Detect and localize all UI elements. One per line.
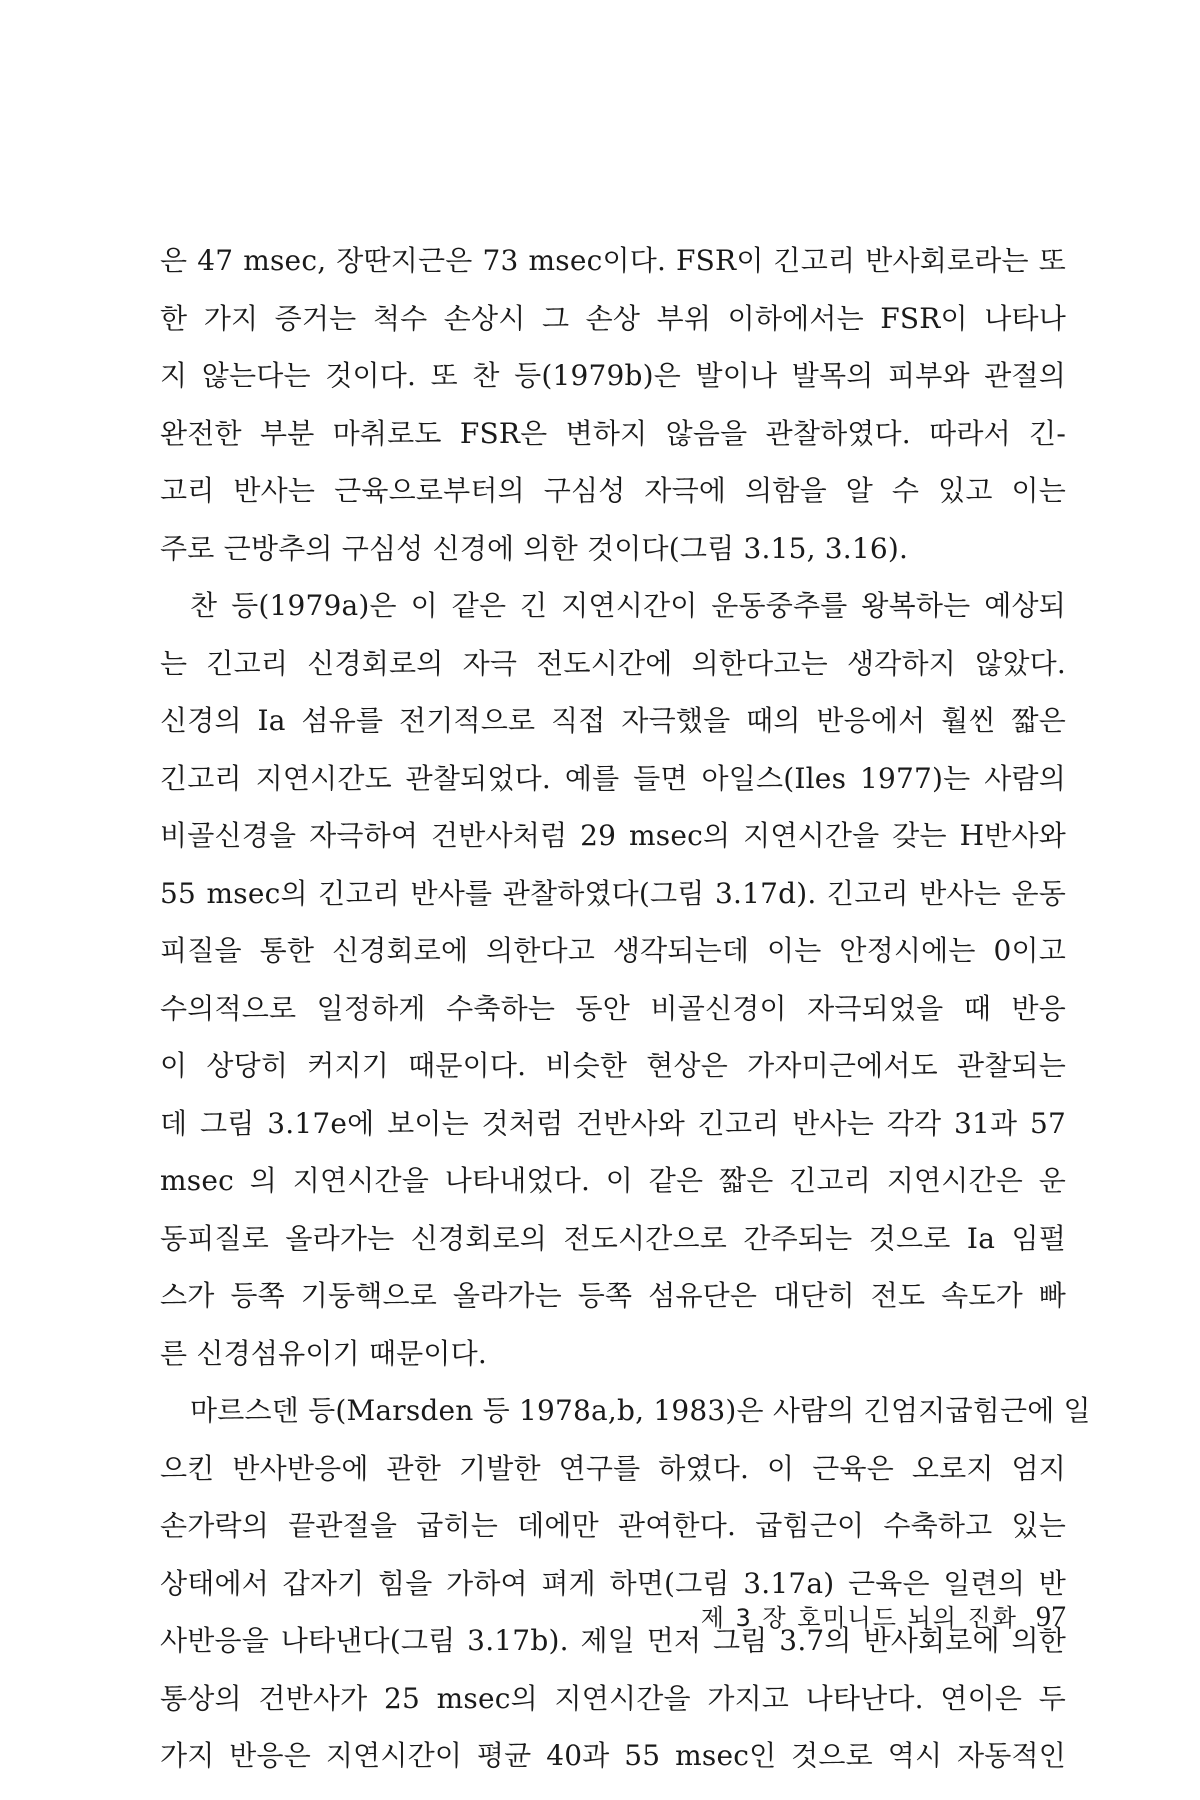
text-line: 찬 등(1979a)은 이 같은 긴 지연시간이 운동중추를 왕복하는 예상되 [190, 589, 1066, 622]
text-line: 긴고리 지연시간도 관찰되었다. 예를 들면 아일스(Iles 1977)는 사람의 [160, 761, 1066, 795]
text-line: 한 가지 증거는 척수 손상시 그 손상 부위 이하에서는 FSR이 나타나 [160, 301, 1066, 335]
body-text [160, 232, 1091, 1785]
text-line: 는 긴고리 신경회로의 자극 전도시간에 의한다고는 생각하지 않았다. [160, 646, 1066, 680]
text-line: 통상의 건반사가 25 msec의 지연시간을 가지고 나타난다. 연이은 두 [160, 1681, 1066, 1715]
paragraph-1 [160, 232, 1066, 577]
text-line: 고리 반사는 근육으로부터의 구심성 자극에 의함을 알 수 있고 이는 [160, 474, 1066, 507]
page-footer [660, 1598, 1066, 1638]
paragraph-2 [160, 577, 1066, 1382]
text-line: 사반응을 나타낸다(그림 3.17b). 제일 먼저 그림 3.7의 반사회로에 의한 [160, 1624, 1066, 1657]
text-line: 데 그림 3.17e에 보이는 것처럼 건반사와 긴고리 반사는 각각 31과 57 [160, 1106, 1066, 1140]
text-line: 완전한 부분 마취로도 FSR은 변하지 않음을 관찰하였다. 따라서 긴- [160, 416, 1066, 450]
text-line: 동피질로 올라가는 신경회로의 전도시간으로 간주되는 것으로 Ia 임펄 [160, 1221, 1066, 1255]
text-line: 지 않는다는 것이다. 또 찬 등(1979b)은 발이나 발목의 피부와 관절의 [160, 359, 1066, 392]
text-line: 은 47 msec, 장딴지근은 73 msec이다. FSR이 긴고리 반사회로라는 또 [160, 244, 1066, 277]
text-line: 으킨 반사반응에 관한 기발한 연구를 하였다. 이 근육은 오로지 엄지 [160, 1451, 1066, 1485]
paragraph-3 [160, 1382, 1091, 1785]
text-line: 55 msec의 긴고리 반사를 관찰하였다(그림 3.17d). 긴고리 반사는 운동 [160, 876, 1066, 910]
text-line: 손가락의 끝관절을 굽히는 데에만 관여한다. 굽힘근이 수축하고 있는 [160, 1509, 1066, 1542]
text-line: 신경의 Ia 섬유를 전기적으로 직접 자극했을 때의 반응에서 훨씬 짧은 [160, 704, 1066, 737]
text-line: 마르스덴 등(Marsden 등 1978a,b, 1983)은 사람의 긴엄지굽힘근에 일 [190, 1394, 1091, 1427]
running-head: 제 3 장 호미니드 뇌의 진화 [700, 1604, 1018, 1632]
text-line: 이 상당히 커지기 때문이다. 비슷한 현상은 가자미근에서도 관찰되는 [160, 1049, 1066, 1082]
text-line: 스가 등쪽 기둥핵으로 올라가는 등쪽 섬유단은 대단히 전도 속도가 빠 [160, 1279, 1066, 1312]
text-line: 수의적으로 일정하게 수축하는 동안 비골신경이 자극되었을 때 반응 [160, 991, 1066, 1025]
text-line: 상태에서 갑자기 힘을 가하여 펴게 하면(그림 3.17a) 근육은 일련의 반 [160, 1566, 1066, 1600]
text-line: 비골신경을 자극하여 건반사처럼 29 msec의 지연시간을 갖는 H반사와 [160, 819, 1066, 852]
text-line: 피질을 통한 신경회로에 의한다고 생각되는데 이는 안정시에는 0이고 [160, 934, 1066, 967]
text-line: 가지 반응은 지연시간이 평균 40과 55 msec인 것으로 역시 자동적인 [160, 1739, 1066, 1772]
text-line: msec 의 지연시간을 나타내었다. 이 같은 짧은 긴고리 지연시간은 운 [160, 1164, 1066, 1197]
text-line: 른 신경섬유이기 때문이다. [160, 1336, 488, 1370]
text-line: 주로 근방추의 구심성 신경에 의한 것이다(그림 3.15, 3.16). [160, 531, 909, 565]
page-number: 97 [1036, 1600, 1066, 1633]
